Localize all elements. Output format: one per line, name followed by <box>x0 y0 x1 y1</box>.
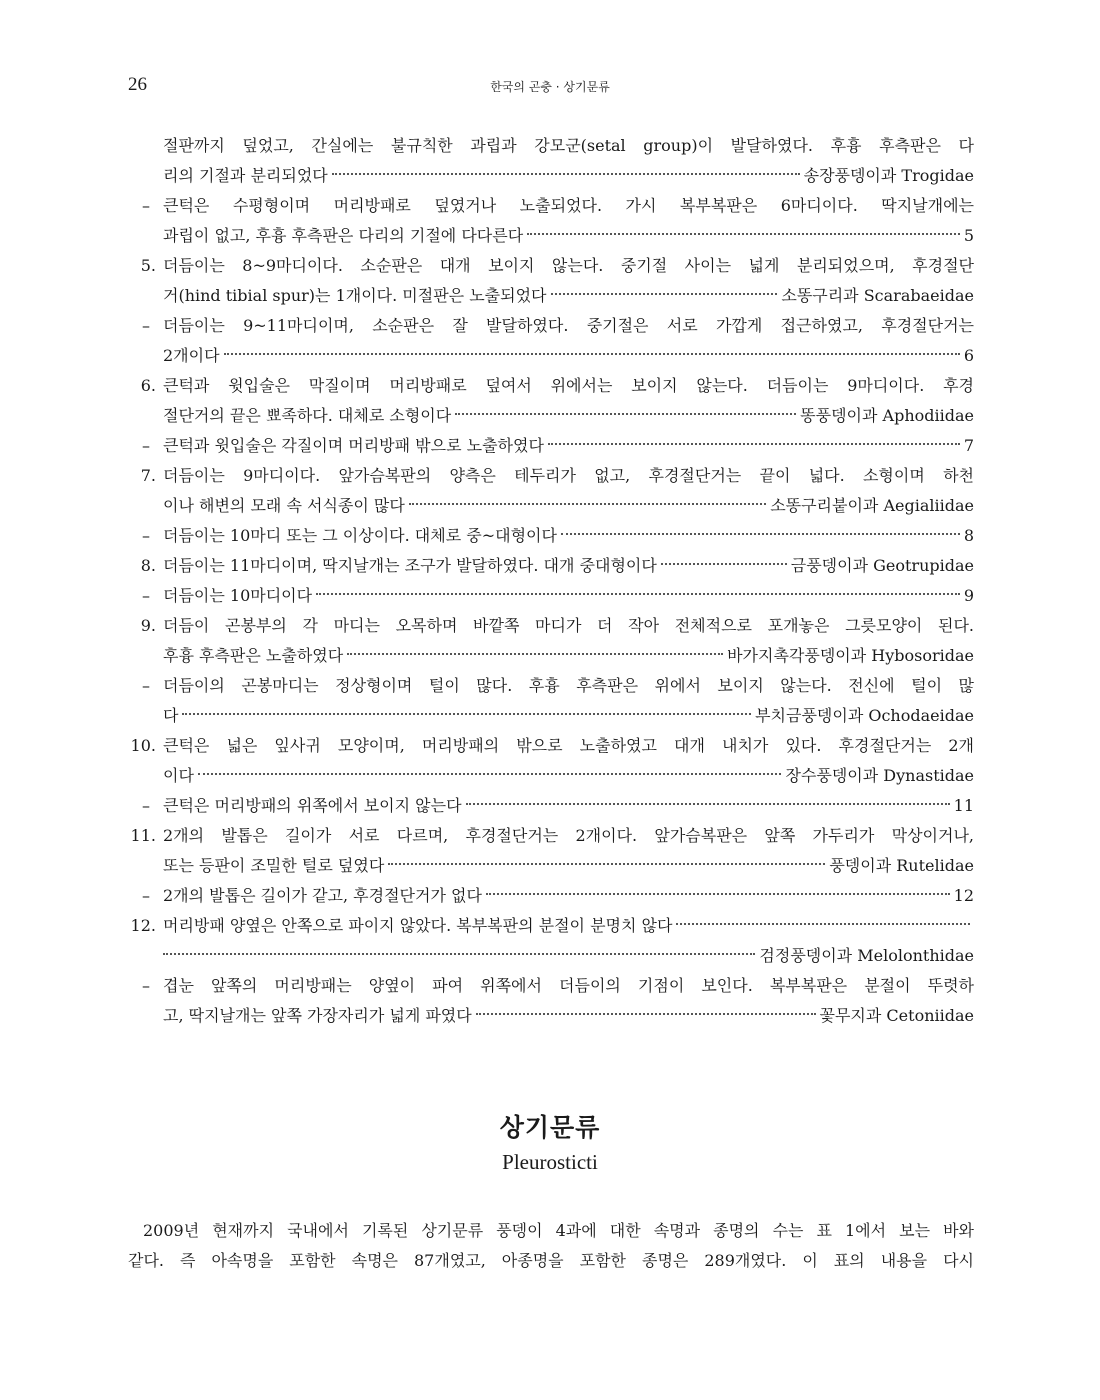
key-text: 절단거의 끝은 뾰족하다. 대체로 소형이다 <box>163 406 452 425</box>
paragraph-line: 2009년 현재까지 국내에서 기록된 상기문류 풍뎅이 4과에 대한 속명과 종명의 수는 표 1에서 보는 바와 <box>143 1221 974 1240</box>
key-result: 부치금풍뎅이과 Ochodaeidae <box>755 706 974 725</box>
key-text: 더듬이는 10마디 또는 그 이상이다. 대체로 중~대형이다 <box>163 526 557 545</box>
dot-leader <box>316 593 960 595</box>
key-result: 소똥구리붙이과 Aegialiidae <box>770 496 974 515</box>
key-text: 거(hind tibial spur)는 1개이다. 미절판은 노출되었다 <box>163 286 547 305</box>
key-marker: 8. <box>140 556 156 575</box>
key-text: 큰턱은 머리방패의 위쪽에서 보이지 않는다 <box>163 796 462 815</box>
key-text-line: 2개의 발톱은 길이가 서로 다르며, 후경절단거는 2개이다. 앞가슴복판은 앞쪽 가두리가 막상이거나, <box>163 826 974 845</box>
key-couplet-alternative <box>128 671 974 731</box>
key-text: 2개이다 <box>163 346 220 365</box>
dot-leader <box>476 1013 816 1015</box>
key-couplet-alternative <box>128 521 974 551</box>
key-marker: – <box>142 676 150 695</box>
key-text-line <box>163 581 974 611</box>
key-text-line: 더듬이는 9마디이다. 앞가슴복판의 양측은 테두리가 없고, 후경절단거는 끝이 넓다. 소형이며 하천 <box>163 466 974 485</box>
key-marker: – <box>142 976 150 995</box>
key-text-line <box>163 701 974 731</box>
key-couplet-alternative <box>128 791 974 821</box>
key-marker: – <box>142 436 150 455</box>
key-text-line: 더듬이의 곤봉마디는 정상형이며 털이 많다. 후흉 후측판은 위에서 보이지 않는다. 전신에 털이 많 <box>163 676 974 695</box>
key-couplet <box>128 551 974 581</box>
key-result: 소똥구리과 Scarabaeidae <box>781 286 974 305</box>
key-marker: – <box>142 196 150 215</box>
dot-leader <box>347 653 723 655</box>
dot-leader <box>332 173 800 175</box>
dot-leader <box>163 953 755 955</box>
key-marker: 11. <box>130 826 156 845</box>
key-marker: 7. <box>140 466 156 485</box>
key-marker: 6. <box>140 376 156 395</box>
key-text: 큰턱과 윗입술은 각질이며 머리방패 밖으로 노출하였다 <box>163 436 544 455</box>
key-text-line <box>163 401 974 431</box>
dot-leader <box>198 773 782 775</box>
key-result: 송장풍뎅이과 Trogidae <box>803 166 974 185</box>
key-result: 풍뎅이과 Rutelidae <box>829 856 974 875</box>
key-result: 8 <box>963 526 974 545</box>
key-marker: – <box>142 586 150 605</box>
key-text-line <box>163 551 974 581</box>
key-text: 후흉 후측판은 노출하였다 <box>163 646 344 665</box>
key-couplet-alternative <box>128 581 974 611</box>
key-text-line: 더듬이 곤봉부의 각 마디는 오목하며 바깥쪽 마디가 더 작아 전체적으로 포개놓은 그릇모양이 된다. <box>163 616 974 635</box>
key-result: 바가지촉각풍뎅이과 Hybosoridae <box>727 646 974 665</box>
key-text: 더듬이는 10마디이다 <box>163 586 313 605</box>
key-result: 6 <box>963 346 974 365</box>
key-text: 2개의 발톱은 길이가 같고, 후경절단거가 없다 <box>163 886 482 905</box>
key-result: 12 <box>953 886 974 905</box>
key-text: 다 <box>163 706 179 725</box>
key-couplet <box>128 371 974 431</box>
dot-leader <box>182 713 751 715</box>
key-result: 9 <box>963 586 974 605</box>
dot-leader <box>388 863 825 865</box>
section-subtitle: Pleurosticti <box>502 1150 598 1174</box>
key-text: 머리방패 양옆은 안쪽으로 파이지 않았다. 복부복판의 분절이 분명치 않다 <box>163 916 673 935</box>
paragraph-line: 같다. 즉 아속명을 포함한 속명은 87개였고, 아종명을 포함한 종명은 289개였다. 이 표의 내용을 다시 <box>128 1251 974 1270</box>
key-text-line <box>163 491 974 521</box>
key-result: 검정풍뎅이과 Melolonthidae <box>759 946 974 965</box>
key-marker: – <box>142 316 150 335</box>
dot-leader <box>527 233 960 235</box>
key-text-line <box>163 431 974 461</box>
key-result: 꽃무지과 Cetoniidae <box>819 1006 974 1025</box>
key-text-line <box>163 851 974 881</box>
key-text-line: 큰턱은 수평형이며 머리방패로 덮였거나 노출되었다. 가시 복부복판은 6마디이다. 딱지날개에는 <box>163 196 974 215</box>
key-text-line <box>163 1001 974 1031</box>
key-text-line: 겹눈 앞쪽의 머리방패는 양옆이 파여 위쪽에서 더듬이의 기점이 보인다. 복부복판은 분절이 뚜렷하 <box>163 976 974 995</box>
dot-leader <box>551 293 778 295</box>
key-couplet-alternative <box>128 971 974 1031</box>
key-couplet <box>128 461 974 521</box>
key-couplet-alternative <box>128 881 974 911</box>
key-couplet <box>128 731 974 791</box>
key-couplet-alternative <box>128 191 974 251</box>
key-text-line: 절판까지 덮었고, 간실에는 불규칙한 과립과 강모군(setal group)이 발달하였다. 후흉 후측판은 다 <box>163 136 974 155</box>
key-text-line <box>163 641 974 671</box>
key-text: 과립이 없고, 후흉 후측판은 다리의 기절에 다다른다 <box>163 226 524 245</box>
key-text-line: 더듬이는 9~11마디이며, 소순판은 잘 발달하였다. 중기절은 서로 가깝게 접근하였고, 후경절단거는 <box>163 316 974 335</box>
key-couplet <box>128 821 974 881</box>
key-marker: – <box>142 886 150 905</box>
dot-leader <box>455 413 796 415</box>
key-marker: 12. <box>130 916 156 935</box>
page-number: 26 <box>128 74 147 95</box>
key-text: 또는 등판이 조밀한 털로 덮였다 <box>163 856 385 875</box>
dot-leader <box>661 563 787 565</box>
key-marker: – <box>142 526 150 545</box>
key-text: 이다 <box>163 766 194 785</box>
key-text-line <box>163 161 974 191</box>
intro-paragraph <box>128 1216 974 1276</box>
key-text-line <box>163 221 974 251</box>
running-header: 한국의 곤충 · 상기문류 <box>490 80 610 94</box>
key-text: 이나 해변의 모래 속 서식종이 많다 <box>163 496 405 515</box>
key-text: 더듬이는 11마디이며, 딱지날개는 조구가 발달하였다. 대개 중대형이다 <box>163 556 657 575</box>
key-result: 5 <box>963 226 974 245</box>
dot-leader <box>466 803 950 805</box>
key-couplet <box>128 911 974 971</box>
key-text-line: 큰턱과 윗입술은 막질이며 머리방패로 덮여서 위에서는 보이지 않는다. 더듬이는 9마디이다. 후경 <box>163 376 974 395</box>
dot-leader <box>676 923 970 925</box>
key-result: 11 <box>953 796 974 815</box>
key-text-line <box>163 911 974 941</box>
key-text-line: 큰턱은 넓은 잎사귀 모양이며, 머리방패의 밖으로 노출하였고 대개 내치가 있다. 후경절단거는 2개 <box>163 736 974 755</box>
key-result: 똥풍뎅이과 Aphodiidae <box>800 406 974 425</box>
key-text-line <box>163 761 974 791</box>
identification-key <box>128 131 974 1031</box>
dot-leader <box>224 353 960 355</box>
key-marker: 5. <box>140 256 156 275</box>
key-text-line <box>163 941 974 971</box>
key-text-line <box>163 791 974 821</box>
key-couplet-continuation <box>128 131 974 191</box>
key-couplet <box>128 251 974 311</box>
dot-leader <box>561 533 960 535</box>
key-text-line <box>163 281 974 311</box>
key-text-line <box>163 341 974 371</box>
section-title: 상기문류 <box>499 1113 601 1142</box>
key-result: 7 <box>963 436 974 455</box>
key-couplet-alternative <box>128 431 974 461</box>
key-marker: 9. <box>140 616 156 635</box>
key-text: 리의 기절과 분리되었다 <box>163 166 328 185</box>
key-result: 장수풍뎅이과 Dynastidae <box>785 766 974 785</box>
key-text-line <box>163 881 974 911</box>
key-couplet-alternative <box>128 311 974 371</box>
key-text-line: 더듬이는 8~9마디이다. 소순판은 대개 보이지 않는다. 중기절 사이는 넓게 분리되었으며, 후경절단 <box>163 256 974 275</box>
key-couplet <box>128 611 974 671</box>
key-marker: – <box>142 796 150 815</box>
key-marker: 10. <box>130 736 156 755</box>
dot-leader <box>548 443 960 445</box>
key-text-line <box>163 521 974 551</box>
dot-leader <box>486 893 950 895</box>
dot-leader <box>409 503 766 505</box>
key-result: 금풍뎅이과 Geotrupidae <box>790 556 974 575</box>
key-text: 고, 딱지날개는 앞쪽 가장자리가 넓게 파였다 <box>163 1006 472 1025</box>
